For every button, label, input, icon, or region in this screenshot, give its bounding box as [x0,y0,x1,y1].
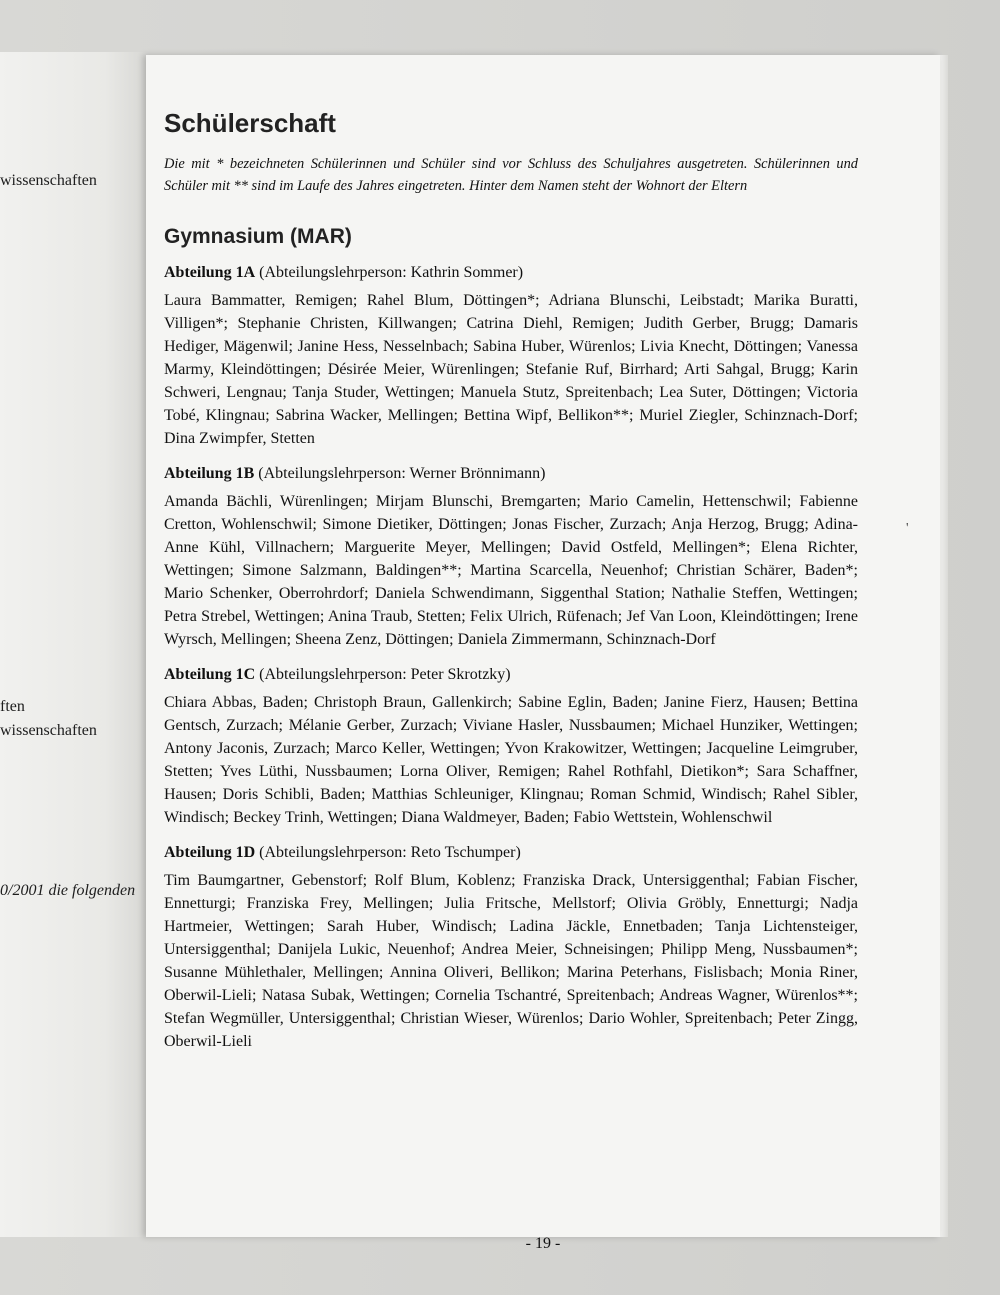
student-list: Tim Baumgartner, Gebenstorf; Rolf Blum, Koblenz; Franziska Drack, Untersiggenthal; Fabian Fischer, Ennetturgi; Franziska Frey, Mellingen; Julia Fritsche, Mellstorf; Olivia Gröbly, Ennetturgi; Nadja Hartmeier, Wettingen; Sarah Huber, Windisch; Ladina Jäckle, Ennetbaden; Tanja Lichtensteiger, Untersiggenthal; Danijela Lukic, Neuenhof; Andrea Meier, Schneisingen; Philipp Meng, Nussbaumen*; Susanne Mühlethaler, Mellingen; Annina Oliveri, Bellikon; Marina Peterhans, Fislisbach; Monia Riner, Oberwil-Lieli; Natasa Subak, Wettingen; Cornelia Tschantré, Spreitenbach; Andreas Wagner, Würenlos**; Stefan Wegmüller, Untersiggenthal; Christian Wieser, Würenlos; Dario Wohler, Spreitenbach; Peter Zingg, Oberwil-Lieli [164,872,858,1050]
department-1d [164,842,858,1053]
department-1c [164,664,858,829]
department-1b [164,463,858,651]
department-heading [164,262,858,284]
left-page-fragment: wissenschaften [0,172,97,189]
page-title: Schülerschaft [164,108,336,138]
page-number: - 19 - [525,1235,561,1252]
department-heading [164,664,858,686]
student-list: Laura Bammatter, Remigen; Rahel Blum, Döttingen*; Adriana Blunschi, Leibstadt; Marika Buratti, Villigen*; Stephanie Christen, Killwangen; Catrina Diehl, Remigen; Judith Gerber, Brugg; Damaris Hediger, Mägenwil; Janine Hess, Nesselnbach; Sabina Huber, Würenlos; Livia Knecht, Döttingen; Vanessa Marmy, Kleindöttingen; Désirée Meier, Würenlingen; Stefanie Ruf, Birrhard; Arti Sahgal, Brugg; Karin Schweri, Lengnau; Tanja Studer, Wettingen; Manuela Stutz, Spreitenbach; Lea Suter, Döttingen; Victoria Tobé, Klingnau; Sabrina Wacker, Mellingen; Bettina Wipf, Bellikon**; Muriel Ziegler, Schinznach-Dorf; Dina Zwimpfer, Stetten [164,292,858,447]
margin-mark: ' [906,521,909,536]
student-list: Chiara Abbas, Baden; Christoph Braun, Gallenkirch; Sabine Eglin, Baden; Janine Fierz, Hausen; Bettina Gentsch, Zurzach; Mélanie Gerber, Zurzach; Viviane Hasler, Nussbaumen; Michael Hunziker, Wettingen; Antony Jaconis, Zurzach; Marco Keller, Wettingen; Yvon Krakowitzer, Wettingen; Jacqueline Leimgruber, Stetten; Yves Lüthi, Nussbaumen; Lorna Oliver, Remigen; Rahel Rothfahl, Dietikon*; Sara Schaffner, Hausen; Doris Schibli, Baden; Matthias Schleuniger, Klingnau; Roman Schmid, Windisch; Rahel Sibler, Windisch; Beckey Trinh, Wettingen; Diana Waldmeyer, Baden; Fabio Wettstein, Wohlenschwil [164,694,858,826]
intro-note: Die mit * bezeichneten Schülerinnen und Schüler sind vor Schluss des Schuljahres ausgetreten. Schülerinnen und Schüler mit ** sind im Laufe des Jahres eingetreten. Hinter dem Namen steht der Wohnort der Eltern [164,156,858,194]
department-label: Abteilung 1B [164,465,255,482]
department-teacher: (Abteilungslehrperson: Werner Brönnimann) [258,465,546,482]
department-label: Abteilung 1D [164,844,256,861]
left-page-fragment: ften [0,698,25,715]
left-page-margin [0,52,150,1237]
department-teacher: (Abteilungslehrperson: Peter Skrotzky) [259,666,511,683]
department-heading [164,463,858,485]
department-teacher: (Abteilungslehrperson: Kathrin Sommer) [259,264,524,281]
department-label: Abteilung 1C [164,666,256,683]
department-label: Abteilung 1A [164,264,256,281]
student-list: Amanda Bächli, Würenlingen; Mirjam Blunschi, Bremgarten; Mario Camelin, Hettenschwil; Fabienne Cretton, Wohlenschwil; Simone Dietiker, Döttingen; Jonas Fischer, Zurzach; Anja Herzog, Brugg; Adina-Anne Kühl, Villnachern; Marguerite Meyer, Mellingen; David Ostfeld, Mellingen*; Elena Richter, Wettingen; Simone Salzmann, Baldingen**; Martina Scarcella, Neuenhof; Christian Schärer, Baden*; Mario Schenker, Oberrohrdorf; Daniela Schwendimann, Siggenthal Station; Nathalie Steffen, Wettingen; Petra Strebel, Wettingen; Anina Traub, Stetten; Felix Ulrich, Rüfenach; Jef Van Loon, Kleindöttingen; Irene Wyrsch, Mellingen; Sheena Zenz, Döttingen; Daniela Zimmermann, Schinznach-Dorf [164,493,858,648]
department-1a [164,262,858,450]
left-page-fragment: 0/2001 die folgenden [0,882,136,899]
section-title: Gymnasium (MAR) [164,225,352,248]
page-content [164,108,858,1053]
department-teacher: (Abteilungslehrperson: Reto Tschumper) [259,844,521,861]
left-page-fragment: wissenschaften [0,722,97,739]
department-heading [164,842,858,864]
